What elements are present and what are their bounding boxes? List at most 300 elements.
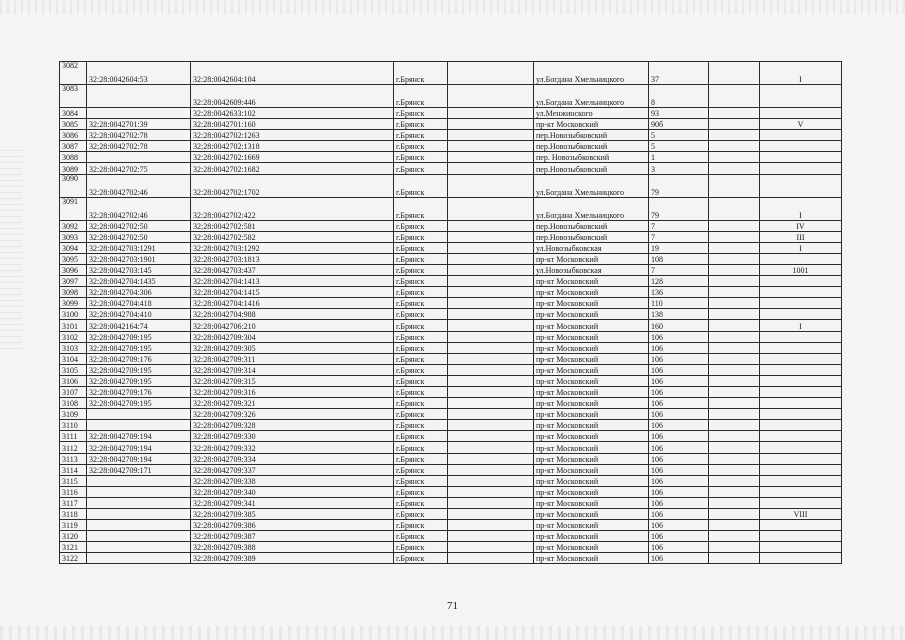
extra-cell bbox=[709, 197, 760, 220]
blank-cell bbox=[448, 375, 534, 386]
record-number: 3106 bbox=[60, 375, 87, 386]
house-number: 79 bbox=[649, 174, 709, 197]
city: г.Брянск bbox=[394, 409, 448, 420]
parcel-cadastral-number bbox=[87, 108, 191, 119]
house-number: 79 bbox=[649, 197, 709, 220]
premises-number bbox=[760, 276, 842, 287]
blank-cell bbox=[448, 442, 534, 453]
extra-cell bbox=[709, 420, 760, 431]
table-row bbox=[60, 108, 842, 119]
parcel-cadastral-number: 32:28:0042709:195 bbox=[87, 375, 191, 386]
extra-cell bbox=[709, 442, 760, 453]
street: ул.Менжинского bbox=[534, 108, 649, 119]
record-number: 3108 bbox=[60, 398, 87, 409]
parcel-cadastral-number: 32:28:0042709:195 bbox=[87, 364, 191, 375]
table-row bbox=[60, 509, 842, 520]
street: пр-кт Московский bbox=[534, 320, 649, 331]
blank-cell bbox=[448, 231, 534, 242]
object-cadastral-number: 32:28:0042702:422 bbox=[191, 197, 394, 220]
house-number: 5 bbox=[649, 130, 709, 141]
parcel-cadastral-number: 32:28:0042701:39 bbox=[87, 119, 191, 130]
parcel-cadastral-number: 32:28:0042709:194 bbox=[87, 431, 191, 442]
city: г.Брянск bbox=[394, 141, 448, 152]
premises-number bbox=[760, 353, 842, 364]
record-number: 3118 bbox=[60, 509, 87, 520]
parcel-cadastral-number: 32:28:0042704:306 bbox=[87, 287, 191, 298]
table-row bbox=[60, 453, 842, 464]
record-number: 3098 bbox=[60, 287, 87, 298]
table-row bbox=[60, 141, 842, 152]
record-number: 3102 bbox=[60, 331, 87, 342]
city: г.Брянск bbox=[394, 242, 448, 253]
blank-cell bbox=[448, 220, 534, 231]
extra-cell bbox=[709, 431, 760, 442]
blank-cell bbox=[448, 497, 534, 508]
parcel-cadastral-number bbox=[87, 409, 191, 420]
record-number: 3114 bbox=[60, 464, 87, 475]
street: пр-кт Московский bbox=[534, 342, 649, 353]
city: г.Брянск bbox=[394, 442, 448, 453]
premises-number: III bbox=[760, 231, 842, 242]
city: г.Брянск bbox=[394, 119, 448, 130]
blank-cell bbox=[448, 509, 534, 520]
extra-cell bbox=[709, 152, 760, 163]
street: пер.Новозыбковский bbox=[534, 141, 649, 152]
blank-cell bbox=[448, 62, 534, 85]
object-cadastral-number: 32:28:0042702:582 bbox=[191, 231, 394, 242]
table-row bbox=[60, 320, 842, 331]
premises-number bbox=[760, 431, 842, 442]
street: пр-кт Московский bbox=[534, 542, 649, 553]
city: г.Брянск bbox=[394, 353, 448, 364]
house-number: 106 bbox=[649, 542, 709, 553]
house-number: 106 bbox=[649, 364, 709, 375]
city: г.Брянск bbox=[394, 509, 448, 520]
scan-noise-top bbox=[0, 0, 905, 14]
record-number: 3113 bbox=[60, 453, 87, 464]
extra-cell bbox=[709, 464, 760, 475]
record-number: 3096 bbox=[60, 264, 87, 275]
blank-cell bbox=[448, 253, 534, 264]
extra-cell bbox=[709, 163, 760, 174]
parcel-cadastral-number bbox=[87, 531, 191, 542]
blank-cell bbox=[448, 152, 534, 163]
blank-cell bbox=[448, 163, 534, 174]
street: пр-кт Московский bbox=[534, 420, 649, 431]
parcel-cadastral-number: 32:28:0042709:176 bbox=[87, 353, 191, 364]
extra-cell bbox=[709, 253, 760, 264]
table-row bbox=[60, 298, 842, 309]
table-row bbox=[60, 130, 842, 141]
extra-cell bbox=[709, 553, 760, 564]
premises-number bbox=[760, 342, 842, 353]
record-number: 3110 bbox=[60, 420, 87, 431]
record-number: 3084 bbox=[60, 108, 87, 119]
blank-cell bbox=[448, 486, 534, 497]
city: г.Брянск bbox=[394, 309, 448, 320]
street: пер.Новозыбковский bbox=[534, 231, 649, 242]
street: пр-кт Московский bbox=[534, 386, 649, 397]
object-cadastral-number: 32:28:0042709:314 bbox=[191, 364, 394, 375]
premises-number bbox=[760, 130, 842, 141]
city: г.Брянск bbox=[394, 298, 448, 309]
record-number: 3104 bbox=[60, 353, 87, 364]
street: пр-кт Московский bbox=[534, 509, 649, 520]
premises-number bbox=[760, 553, 842, 564]
premises-number bbox=[760, 108, 842, 119]
extra-cell bbox=[709, 119, 760, 130]
record-number: 3088 bbox=[60, 152, 87, 163]
house-number: 106 bbox=[649, 531, 709, 542]
parcel-cadastral-number bbox=[87, 509, 191, 520]
record-number: 3089 bbox=[60, 163, 87, 174]
object-cadastral-number: 32:28:0042702:1682 bbox=[191, 163, 394, 174]
city: г.Брянск bbox=[394, 486, 448, 497]
parcel-cadastral-number bbox=[87, 420, 191, 431]
house-number: 106 bbox=[649, 386, 709, 397]
object-cadastral-number: 32:28:0042709:328 bbox=[191, 420, 394, 431]
object-cadastral-number: 32:28:0042703:1813 bbox=[191, 253, 394, 264]
parcel-cadastral-number: 32:28:0042709:195 bbox=[87, 398, 191, 409]
house-number: 106 bbox=[649, 486, 709, 497]
object-cadastral-number: 32:28:0042704:1416 bbox=[191, 298, 394, 309]
extra-cell bbox=[709, 497, 760, 508]
parcel-cadastral-number bbox=[87, 85, 191, 108]
object-cadastral-number: 32:28:0042709:341 bbox=[191, 497, 394, 508]
blank-cell bbox=[448, 331, 534, 342]
object-cadastral-number: 32:28:0042709:330 bbox=[191, 431, 394, 442]
city: г.Брянск bbox=[394, 276, 448, 287]
premises-number bbox=[760, 375, 842, 386]
premises-number bbox=[760, 398, 842, 409]
object-cadastral-number: 32:28:0042709:311 bbox=[191, 353, 394, 364]
record-number: 3111 bbox=[60, 431, 87, 442]
object-cadastral-number: 32:28:0042702:581 bbox=[191, 220, 394, 231]
object-cadastral-number: 32:28:0042709:316 bbox=[191, 386, 394, 397]
scan-noise-bottom bbox=[0, 626, 905, 640]
table-row bbox=[60, 119, 842, 130]
record-number: 3117 bbox=[60, 497, 87, 508]
house-number: 106 bbox=[649, 464, 709, 475]
city: г.Брянск bbox=[394, 85, 448, 108]
object-cadastral-number: 32:28:0042703:1292 bbox=[191, 242, 394, 253]
record-number: 3099 bbox=[60, 298, 87, 309]
premises-number: I bbox=[760, 62, 842, 85]
record-number: 3109 bbox=[60, 409, 87, 420]
extra-cell bbox=[709, 475, 760, 486]
table-row bbox=[60, 342, 842, 353]
premises-number bbox=[760, 531, 842, 542]
house-number: 108 bbox=[649, 253, 709, 264]
record-number: 3086 bbox=[60, 130, 87, 141]
parcel-cadastral-number: 32:28:0042709:176 bbox=[87, 386, 191, 397]
blank-cell bbox=[448, 85, 534, 108]
premises-number bbox=[760, 152, 842, 163]
premises-number bbox=[760, 174, 842, 197]
object-cadastral-number: 32:28:0042709:305 bbox=[191, 342, 394, 353]
house-number: 128 bbox=[649, 276, 709, 287]
street: пр-кт Московский bbox=[534, 453, 649, 464]
house-number: 106 bbox=[649, 398, 709, 409]
parcel-cadastral-number: 32:28:0042702:46 bbox=[87, 197, 191, 220]
extra-cell bbox=[709, 398, 760, 409]
object-cadastral-number: 32:28:0042709:388 bbox=[191, 542, 394, 553]
blank-cell bbox=[448, 398, 534, 409]
street: ул.Новозыбковская bbox=[534, 264, 649, 275]
premises-number bbox=[760, 287, 842, 298]
parcel-cadastral-number: 32:28:0042709:194 bbox=[87, 453, 191, 464]
table-row bbox=[60, 85, 842, 108]
city: г.Брянск bbox=[394, 553, 448, 564]
premises-number bbox=[760, 331, 842, 342]
house-number: 106 bbox=[649, 442, 709, 453]
record-number: 3122 bbox=[60, 553, 87, 564]
city: г.Брянск bbox=[394, 475, 448, 486]
street: ул.Богдана Хмельницкого bbox=[534, 62, 649, 85]
extra-cell bbox=[709, 531, 760, 542]
premises-number bbox=[760, 520, 842, 531]
street: пр-кт Московский bbox=[534, 298, 649, 309]
premises-number bbox=[760, 542, 842, 553]
house-number: 3 bbox=[649, 163, 709, 174]
blank-cell bbox=[448, 242, 534, 253]
table-row bbox=[60, 152, 842, 163]
record-number: 3103 bbox=[60, 342, 87, 353]
city: г.Брянск bbox=[394, 431, 448, 442]
house-number: 160 bbox=[649, 320, 709, 331]
city: г.Брянск bbox=[394, 364, 448, 375]
table-row bbox=[60, 264, 842, 275]
blank-cell bbox=[448, 276, 534, 287]
register-body bbox=[60, 62, 842, 564]
street: пер.Новозыбковский bbox=[534, 220, 649, 231]
table-row bbox=[60, 309, 842, 320]
blank-cell bbox=[448, 298, 534, 309]
city: г.Брянск bbox=[394, 197, 448, 220]
house-number: 110 bbox=[649, 298, 709, 309]
street: пр-кт Московский bbox=[534, 364, 649, 375]
street: пр-кт Московский bbox=[534, 253, 649, 264]
street: пр-кт Московский bbox=[534, 309, 649, 320]
street: ул.Богдана Хмельницкого bbox=[534, 197, 649, 220]
blank-cell bbox=[448, 141, 534, 152]
parcel-cadastral-number: 32:28:0042704:418 bbox=[87, 298, 191, 309]
premises-number bbox=[760, 163, 842, 174]
city: г.Брянск bbox=[394, 342, 448, 353]
blank-cell bbox=[448, 264, 534, 275]
table-row bbox=[60, 364, 842, 375]
city: г.Брянск bbox=[394, 531, 448, 542]
premises-number: I bbox=[760, 320, 842, 331]
extra-cell bbox=[709, 375, 760, 386]
premises-number: V bbox=[760, 119, 842, 130]
premises-number: VIII bbox=[760, 509, 842, 520]
scan-noise-left bbox=[0, 150, 22, 350]
record-number: 3087 bbox=[60, 141, 87, 152]
table-row bbox=[60, 253, 842, 264]
parcel-cadastral-number: 32:28:0042604:53 bbox=[87, 62, 191, 85]
extra-cell bbox=[709, 386, 760, 397]
house-number: 106 bbox=[649, 375, 709, 386]
table-row bbox=[60, 331, 842, 342]
street: пр-кт Московский bbox=[534, 287, 649, 298]
record-number: 3083 bbox=[60, 85, 87, 108]
record-number: 3105 bbox=[60, 364, 87, 375]
blank-cell bbox=[448, 431, 534, 442]
parcel-cadastral-number bbox=[87, 520, 191, 531]
street: пр-кт Московский bbox=[534, 442, 649, 453]
record-number: 3112 bbox=[60, 442, 87, 453]
house-number: 138 bbox=[649, 309, 709, 320]
object-cadastral-number: 32:28:0042709:386 bbox=[191, 520, 394, 531]
premises-number bbox=[760, 85, 842, 108]
parcel-cadastral-number: 32:28:0042704:410 bbox=[87, 309, 191, 320]
table-row bbox=[60, 442, 842, 453]
parcel-cadastral-number: 32:28:0042704:1435 bbox=[87, 276, 191, 287]
object-cadastral-number: 32:28:0042709:338 bbox=[191, 475, 394, 486]
street: пр-кт Московский bbox=[534, 531, 649, 542]
street: ул.Богдана Хмельницкого bbox=[534, 85, 649, 108]
city: г.Брянск bbox=[394, 108, 448, 119]
extra-cell bbox=[709, 220, 760, 231]
object-cadastral-number: 32:28:0042709:334 bbox=[191, 453, 394, 464]
parcel-cadastral-number: 32:28:0042703:1291 bbox=[87, 242, 191, 253]
parcel-cadastral-number: 32:28:0042709:171 bbox=[87, 464, 191, 475]
city: г.Брянск bbox=[394, 542, 448, 553]
house-number: 106 bbox=[649, 509, 709, 520]
house-number: 136 bbox=[649, 287, 709, 298]
extra-cell bbox=[709, 331, 760, 342]
house-number: 7 bbox=[649, 264, 709, 275]
object-cadastral-number: 32:28:0042709:340 bbox=[191, 486, 394, 497]
city: г.Брянск bbox=[394, 520, 448, 531]
record-number: 3095 bbox=[60, 253, 87, 264]
object-cadastral-number: 32:28:0042709:326 bbox=[191, 409, 394, 420]
house-number: 106 bbox=[649, 497, 709, 508]
city: г.Брянск bbox=[394, 220, 448, 231]
city: г.Брянск bbox=[394, 331, 448, 342]
parcel-cadastral-number bbox=[87, 152, 191, 163]
object-cadastral-number: 32:28:0042702:1702 bbox=[191, 174, 394, 197]
extra-cell bbox=[709, 85, 760, 108]
street: пр-кт Московский bbox=[534, 497, 649, 508]
blank-cell bbox=[448, 309, 534, 320]
blank-cell bbox=[448, 119, 534, 130]
extra-cell bbox=[709, 309, 760, 320]
object-cadastral-number: 32:28:0042633:102 bbox=[191, 108, 394, 119]
table-row bbox=[60, 62, 842, 85]
extra-cell bbox=[709, 264, 760, 275]
object-cadastral-number: 32:28:0042702:1263 bbox=[191, 130, 394, 141]
street: ул.Богдана Хмельницкого bbox=[534, 174, 649, 197]
extra-cell bbox=[709, 320, 760, 331]
object-cadastral-number: 32:28:0042709:337 bbox=[191, 464, 394, 475]
blank-cell bbox=[448, 386, 534, 397]
city: г.Брянск bbox=[394, 163, 448, 174]
parcel-cadastral-number bbox=[87, 553, 191, 564]
table-row bbox=[60, 420, 842, 431]
house-number: 106 bbox=[649, 553, 709, 564]
parcel-cadastral-number bbox=[87, 497, 191, 508]
city: г.Брянск bbox=[394, 287, 448, 298]
city: г.Брянск bbox=[394, 497, 448, 508]
record-number: 3097 bbox=[60, 276, 87, 287]
premises-number bbox=[760, 409, 842, 420]
street: пр-кт Московский bbox=[534, 475, 649, 486]
premises-number bbox=[760, 141, 842, 152]
record-number: 3094 bbox=[60, 242, 87, 253]
table-row bbox=[60, 520, 842, 531]
table-row bbox=[60, 197, 842, 220]
premises-number bbox=[760, 442, 842, 453]
city: г.Брянск bbox=[394, 174, 448, 197]
premises-number bbox=[760, 453, 842, 464]
table-row bbox=[60, 497, 842, 508]
parcel-cadastral-number bbox=[87, 475, 191, 486]
street: пер.Новозыбковский bbox=[534, 163, 649, 174]
record-number: 3121 bbox=[60, 542, 87, 553]
premises-number bbox=[760, 486, 842, 497]
house-number: 106 bbox=[649, 331, 709, 342]
premises-number bbox=[760, 364, 842, 375]
extra-cell bbox=[709, 298, 760, 309]
premises-number: 1001 bbox=[760, 264, 842, 275]
house-number: 7 bbox=[649, 220, 709, 231]
city: г.Брянск bbox=[394, 231, 448, 242]
blank-cell bbox=[448, 287, 534, 298]
object-cadastral-number: 32:28:0042709:332 bbox=[191, 442, 394, 453]
extra-cell bbox=[709, 231, 760, 242]
parcel-cadastral-number: 32:28:0042164:74 bbox=[87, 320, 191, 331]
parcel-cadastral-number: 32:28:0042703:1901 bbox=[87, 253, 191, 264]
street: пр-кт Московский bbox=[534, 276, 649, 287]
parcel-cadastral-number: 32:28:0042709:194 bbox=[87, 442, 191, 453]
object-cadastral-number: 32:28:0042709:387 bbox=[191, 531, 394, 542]
table-row bbox=[60, 398, 842, 409]
record-number: 3107 bbox=[60, 386, 87, 397]
street: пр-кт Московский bbox=[534, 398, 649, 409]
parcel-cadastral-number: 32:28:0042709:195 bbox=[87, 331, 191, 342]
house-number: 106 bbox=[649, 420, 709, 431]
street: пер. Новозыбковский bbox=[534, 152, 649, 163]
city: г.Брянск bbox=[394, 62, 448, 85]
premises-number bbox=[760, 464, 842, 475]
blank-cell bbox=[448, 464, 534, 475]
house-number: 106 bbox=[649, 453, 709, 464]
record-number: 3092 bbox=[60, 220, 87, 231]
blank-cell bbox=[448, 542, 534, 553]
blank-cell bbox=[448, 520, 534, 531]
record-number: 3093 bbox=[60, 231, 87, 242]
record-number: 3119 bbox=[60, 520, 87, 531]
object-cadastral-number: 32:28:0042704:1413 bbox=[191, 276, 394, 287]
table-row bbox=[60, 531, 842, 542]
premises-number bbox=[760, 497, 842, 508]
blank-cell bbox=[448, 130, 534, 141]
object-cadastral-number: 32:28:0042706:210 bbox=[191, 320, 394, 331]
parcel-cadastral-number: 32:28:0042702:78 bbox=[87, 141, 191, 152]
city: г.Брянск bbox=[394, 420, 448, 431]
object-cadastral-number: 32:28:0042703:437 bbox=[191, 264, 394, 275]
extra-cell bbox=[709, 453, 760, 464]
extra-cell bbox=[709, 509, 760, 520]
table-row bbox=[60, 353, 842, 364]
object-cadastral-number: 32:28:0042609:446 bbox=[191, 85, 394, 108]
record-number: 3101 bbox=[60, 320, 87, 331]
table-row bbox=[60, 431, 842, 442]
table-row bbox=[60, 409, 842, 420]
premises-number: I bbox=[760, 242, 842, 253]
